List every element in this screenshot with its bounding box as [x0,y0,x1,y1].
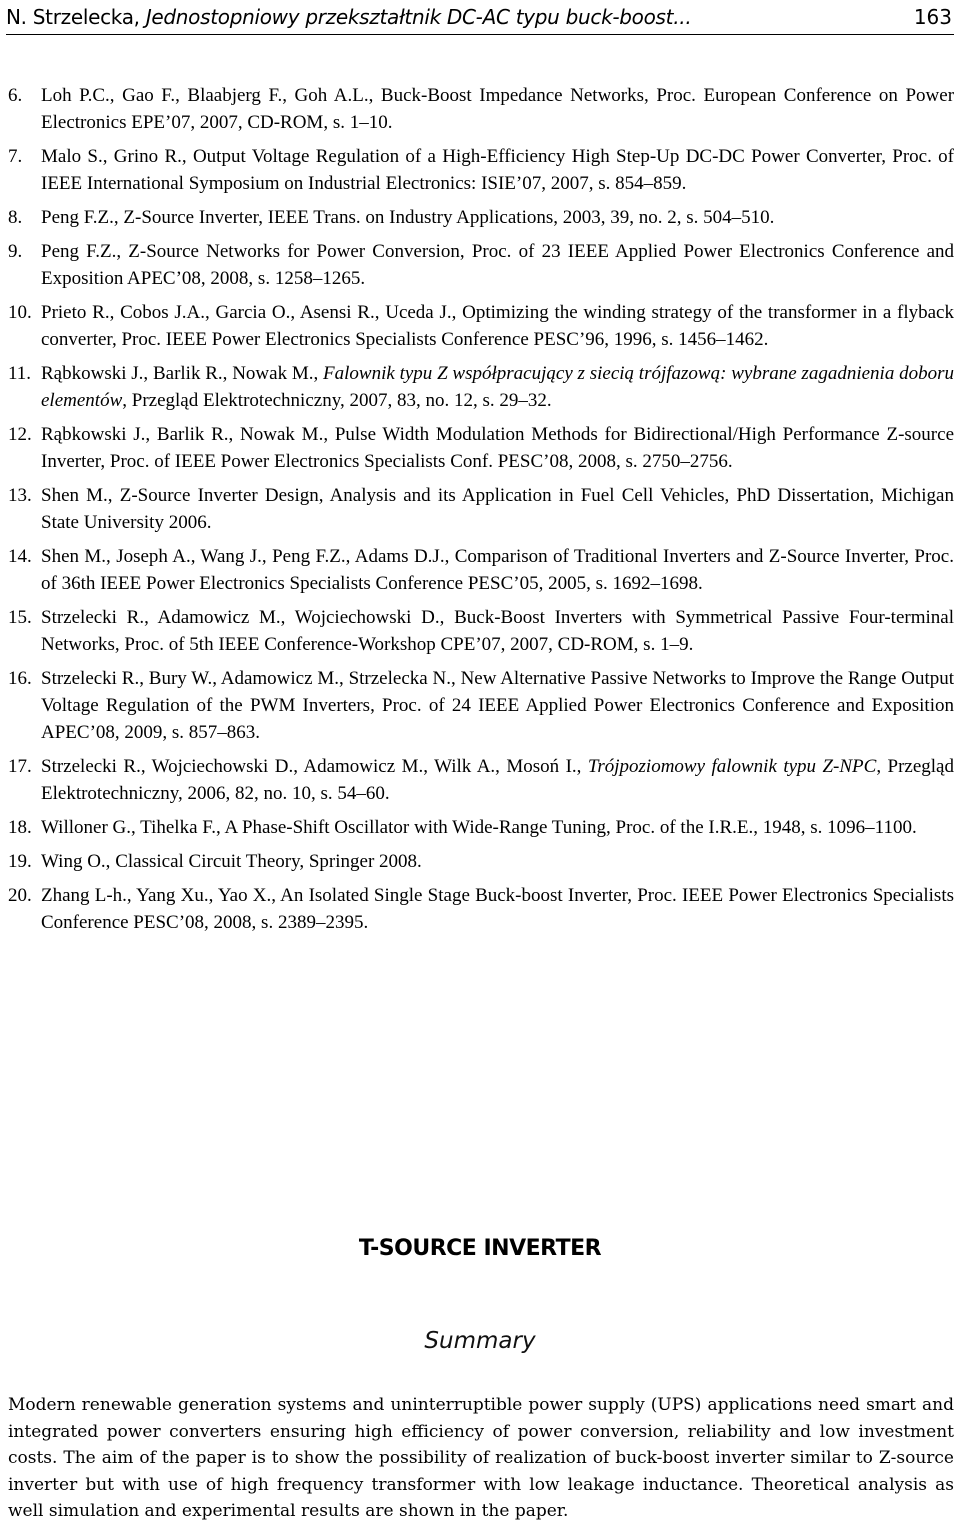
header-authors: N. Strzelecka, [6,5,140,29]
reference-authors: Rąbkowski J., Barlik R., Nowak M., [41,424,335,445]
reference-number: 18. [8,817,32,838]
reference-number: 7. [8,146,23,167]
summary-body: Modern renewable generation systems and uninterruptible power supply (UPS) applications need smart and integrated power converters ensuring high efficiency of power conversion, reliability and low investment costs. The aim of the paper is to show the possibility of realization of buck-boost inverter similar to Z-source inverter but with use of high frequency transformer with low leakage inductance. Theoretical analysis as well simulation and experimental results are shown in the paper. [8,1395,954,1521]
reference-source: , Proc. of 24 IEEE Applied Power Electronics Conference and Exposition APEC’08, 2009, s. 857–863. [41,695,954,743]
reference-title: Z-Source Inverter [123,207,259,228]
reference-source: , IEEE Trans. on Industry Applications, 2003, 39, no. 2, s. 504–510. [258,207,775,228]
reference-number: 8. [8,207,23,228]
reference-number: 17. [8,756,32,777]
reference-authors: Rąbkowski J., Barlik R., Nowak M., [41,363,324,384]
reference-item [8,753,954,807]
reference-item [8,82,954,136]
reference-authors: Peng F.Z., [41,241,129,262]
reference-source: , Proc. IEEE Power Electronics Specialists Conference PESC’96, 1996, s. 1456–1462. [111,329,769,350]
reference-source: , Proc. European Conference on Power Electronics EPE’07, 2007, CD-ROM, s. 1–10. [41,85,955,133]
section-title: T-SOURCE INVERTER [358,1236,602,1261]
reference-number: 20. [8,885,32,906]
reference-item [8,482,954,536]
reference-number: 12. [8,424,32,445]
reference-authors: Strzelecki R., Adamowicz M., Wojciechowski D., [41,607,455,628]
reference-title: Comparison of Traditional Inverters and Z-Source Inverter [454,546,905,567]
reference-title: Classical Circuit Theory [115,851,300,872]
reference-title: Z-Source Networks for Power Conversion [128,241,460,262]
reference-title: Optimizing the winding strategy of the transformer in a flyback converter [41,302,954,350]
header-title: Jednostopniowy przekształtnik DC-AC typu buck-boost... [145,5,692,29]
reference-item [8,814,954,841]
reference-item [8,604,954,658]
reference-item [8,143,954,197]
reference-title: Buck-Boost Impedance Networks [380,85,645,106]
reference-item [8,299,954,353]
reference-item [8,848,954,875]
reference-title: Output Voltage Regulation of a High-Efficiency High Step-Up DC-DC Power Converter [192,146,882,167]
reference-source: , Proc. of the I.R.E., 1948, s. 1096–1100. [606,817,917,838]
reference-authors: Peng F.Z., [41,207,124,228]
reference-list [8,82,954,943]
reference-source: , Proc. of IEEE Power Electronics Specialists Conf. PESC’08, 2008, s. 2750–2756. [100,451,733,472]
reference-number: 15. [8,607,32,628]
reference-source: , Proc. of 23 IEEE Applied Power Electronics Conference and Exposition APEC’08, 2008, s. 1258–1265. [41,241,954,289]
reference-authors: Shen M., Joseph A., Wang J., Peng F.Z., Adams D.J., [41,546,455,567]
reference-source: , Springer 2008. [299,851,422,872]
reference-authors: Prieto R., Cobos J.A., Garcia O., Asensi R., Uceda J., [41,302,463,323]
reference-source: , Przegląd Elektrotechniczny, 2007, 83, no. 12, s. 29–32. [122,390,552,411]
reference-number: 11. [8,363,32,384]
reference-title: New Alternative Passive Networks to Improve the Range Output Voltage Regulation of the PWM Inverters [41,668,954,716]
reference-number: 19. [8,851,32,872]
reference-authors: Willoner G., Tihelka F., [41,817,225,838]
reference-item [8,543,954,597]
reference-number: 6. [8,85,23,106]
reference-authors: Wing O., [41,851,116,872]
reference-title: A Phase-Shift Oscillator with Wide-Range Tuning [224,817,607,838]
reference-source: , Przegląd Elektrotechniczny, 2006, 82, no. 10, s. 54–60. [41,756,954,804]
reference-number: 13. [8,485,32,506]
reference-authors: Zhang L-h., Yang Xu., Yao X., [41,885,281,906]
running-header [6,4,954,35]
reference-source: , Proc. of 36th IEEE Power Electronics Specialists Conference PESC’05, 2005, s. 1692–1698. [41,546,954,594]
reference-item [8,204,954,231]
reference-authors: Loh P.C., Gao F., Blaabjerg F., Goh A.L., [41,85,381,106]
reference-title: Pulse Width Modulation Methods for Bidirectional/High Performance Z-source Inverter [41,424,954,472]
reference-item [8,665,954,746]
reference-item [8,421,954,475]
reference-authors: Malo S., Grino R., [41,146,193,167]
page-number: 163 [913,5,952,29]
reference-number: 10. [8,302,32,323]
reference-number: 9. [8,241,23,262]
summary-heading: Summary [424,1328,536,1354]
reference-item [8,360,954,414]
reference-number: 14. [8,546,32,567]
reference-source: , Proc. IEEE Power Electronics Specialists Conference PESC’08, 2008, s. 2389–2395. [41,885,954,933]
reference-title: An Isolated Single Stage Buck-boost Inverter [280,885,628,906]
reference-source: , Proc. of IEEE International Symposium on Industrial Electronics: ISIE’07, 2007, s. 854–859. [41,146,954,194]
reference-authors: Strzelecki R., Bury W., Adamowicz M., Strzelecka N., [41,668,461,689]
reference-title: Trójpoziomowy falownik typu Z-NPC [587,756,877,777]
reference-source: , Proc. of 5th IEEE Conference-Workshop CPE’07, 2007, CD-ROM, s. 1–9. [114,634,694,655]
reference-number: 16. [8,668,32,689]
reference-item [8,882,954,936]
reference-item [8,238,954,292]
reference-title: Falownik typu Z współpracujący z siecią trójfazową: wybrane zagadnienia doboru elementów [41,363,954,411]
running-header-text [6,5,691,29]
reference-title: Z-Source Inverter Design, Analysis and its Application in Fuel Cell Vehicles [119,485,725,506]
reference-title: Buck-Boost Inverters with Symmetrical Passive Four-terminal Networks [41,607,954,655]
reference-authors: Shen M., [41,485,120,506]
reference-source: , PhD Dissertation, Michigan State University 2006. [41,485,954,533]
reference-authors: Strzelecki R., Wojciechowski D., Adamowicz M., Wilk A., Mosoń I., [41,756,588,777]
